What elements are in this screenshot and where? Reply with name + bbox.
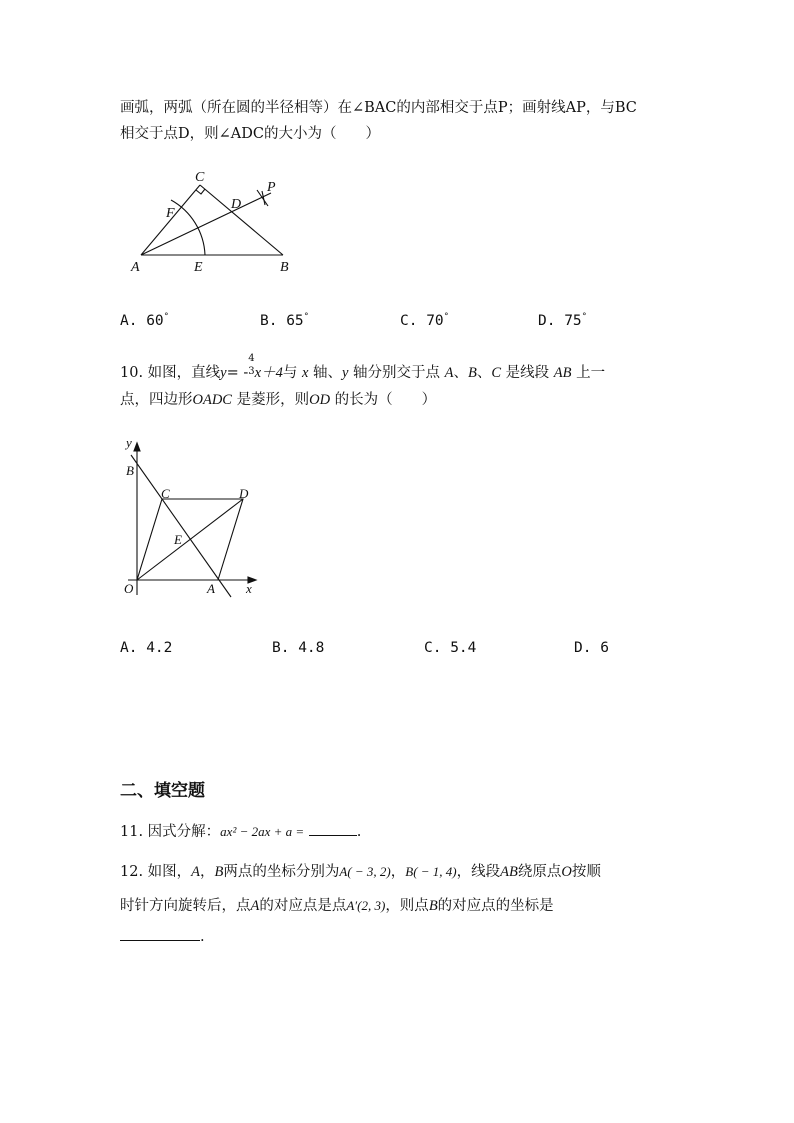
question-number: 12. <box>120 864 144 880</box>
q10-line1 <box>120 353 606 384</box>
eq-rhs: x＋4 <box>254 365 283 381</box>
y-axis-arrow <box>134 443 140 451</box>
label-a: A <box>131 260 140 275</box>
period: . <box>200 929 205 945</box>
degree-sign: ° <box>443 312 450 322</box>
fraction-denominator: 3 <box>248 366 255 377</box>
point-b: B <box>428 898 438 914</box>
option-value: 4.8 <box>298 640 325 656</box>
degree-sign: ° <box>303 312 310 322</box>
eq-var-y: y <box>220 365 227 381</box>
coord-b: B( − 1, 4) <box>405 864 457 879</box>
label-b: B <box>126 463 134 478</box>
q10-text: 上一 <box>576 365 606 381</box>
q11-text: 因式分解： <box>147 824 221 840</box>
q12-text: ， <box>200 864 215 880</box>
answer-blank[interactable] <box>309 835 357 836</box>
q9-line1: 画弧，两弧（所在圆的半径相等）在∠BAC的内部相交于点P；画射线AP，与BC <box>120 100 637 116</box>
option-letter: D. <box>574 640 592 656</box>
option-value: 5.4 <box>450 640 477 656</box>
option-value: 70 <box>426 313 444 329</box>
label-c: C <box>161 486 170 501</box>
q9-option-c <box>400 312 449 329</box>
q12-text: ， <box>390 864 406 880</box>
option-value: 4.2 <box>146 640 173 656</box>
label-c: C <box>195 170 205 185</box>
q9-option-d <box>538 312 587 329</box>
label-b: B <box>280 260 289 275</box>
option-letter: B. <box>272 640 290 656</box>
q12-text: 的对应点是点 <box>259 898 347 914</box>
q12-line2 <box>120 896 554 916</box>
option-letter: C. <box>400 313 418 329</box>
label-e: E <box>174 532 182 547</box>
label-x: x <box>246 581 252 596</box>
point-a: A <box>444 365 454 381</box>
point-b: B <box>468 365 477 381</box>
point-c: C <box>491 365 502 381</box>
segment-od: OD <box>309 392 331 408</box>
period: . <box>356 824 362 840</box>
section-heading: 二、填空题 <box>120 781 205 801</box>
right-angle-mark <box>196 189 205 194</box>
label-y: y <box>126 435 132 450</box>
q10-text: 点，四边形 <box>120 392 193 408</box>
quad-oadc: OADC <box>192 392 232 408</box>
label-d: D <box>231 197 242 212</box>
question-number: 10. <box>120 365 144 381</box>
option-letter: A. <box>120 313 138 329</box>
q10-text: 与 <box>282 365 298 381</box>
point-o: O <box>561 864 572 880</box>
var-y: y <box>342 365 349 381</box>
segment-cb <box>200 185 283 255</box>
q10-text: 的长为（ ） <box>334 392 437 408</box>
q12-text: 的对应点的坐标是 <box>437 898 554 914</box>
coord-a-prime: A′(2, 3) <box>346 898 386 913</box>
option-value: 6 <box>600 640 609 656</box>
option-letter: A. <box>120 640 138 656</box>
option-letter: D. <box>538 313 556 329</box>
line-ab <box>131 455 231 597</box>
q10-text: 如图，直线 <box>147 365 221 381</box>
q10-rhombus-figure <box>118 435 268 600</box>
q9-option-b <box>260 312 309 329</box>
q12-line1 <box>120 862 601 882</box>
q12-text: ，线段 <box>456 864 501 880</box>
q10-text: 轴分别交于点 <box>353 365 441 381</box>
point-a: A <box>250 898 260 914</box>
label-f: F <box>166 206 175 221</box>
diagonal-od <box>137 499 243 580</box>
label-o: O <box>124 581 134 596</box>
q12-text: 按顺 <box>571 864 601 880</box>
q9-line2: 相交于点D，则∠ADC的大小为（ ） <box>120 126 380 142</box>
q12-text: 如图， <box>147 864 192 880</box>
label-p: P <box>267 180 276 195</box>
segment-ab: AB <box>500 864 518 880</box>
q10-text: 是菱形，则 <box>236 392 310 408</box>
option-letter: C. <box>424 640 442 656</box>
q12-line3 <box>120 926 205 947</box>
q10-option-b <box>272 640 324 656</box>
label-d: D <box>239 486 249 501</box>
point-a: A <box>191 864 201 880</box>
degree-sign: ° <box>163 312 170 322</box>
q10-option-d <box>574 640 609 656</box>
degree-sign: ° <box>581 312 588 322</box>
label-e: E <box>194 260 203 275</box>
q10-text: 轴、 <box>313 365 342 381</box>
q11-line <box>120 822 361 842</box>
q12-text: 绕原点 <box>517 864 562 880</box>
var-x: x <box>301 365 309 381</box>
fraction-numerator: 4 <box>248 353 255 364</box>
answer-blank[interactable] <box>120 926 200 941</box>
eq-equals-minus: = - <box>226 365 249 381</box>
q10-option-c <box>424 640 476 656</box>
coord-a: A( − 3, 2) <box>339 864 391 879</box>
option-value: 60 <box>146 313 164 329</box>
q9-triangle-figure <box>125 165 295 280</box>
q10-line2 <box>120 390 436 410</box>
q12-text: 时针方向旋转后，点 <box>120 898 251 914</box>
ray-ap <box>141 193 271 255</box>
point-b: B <box>214 864 224 880</box>
option-value: 65 <box>286 313 304 329</box>
q10-text: 是线段 <box>505 365 550 381</box>
label-a: A <box>207 581 215 596</box>
separator: 、 <box>453 365 469 381</box>
option-value: 75 <box>564 313 582 329</box>
q11-expression: ax² − 2ax + a = <box>220 824 305 839</box>
separator: 、 <box>476 365 492 381</box>
q12-text: 两点的坐标分别为 <box>223 864 340 880</box>
question-number: 11. <box>120 824 144 840</box>
option-letter: B. <box>260 313 278 329</box>
segment-ab: AB <box>553 365 572 381</box>
q12-text: ，则点 <box>385 898 429 914</box>
q10-option-a <box>120 640 172 656</box>
q9-option-a <box>120 312 169 329</box>
